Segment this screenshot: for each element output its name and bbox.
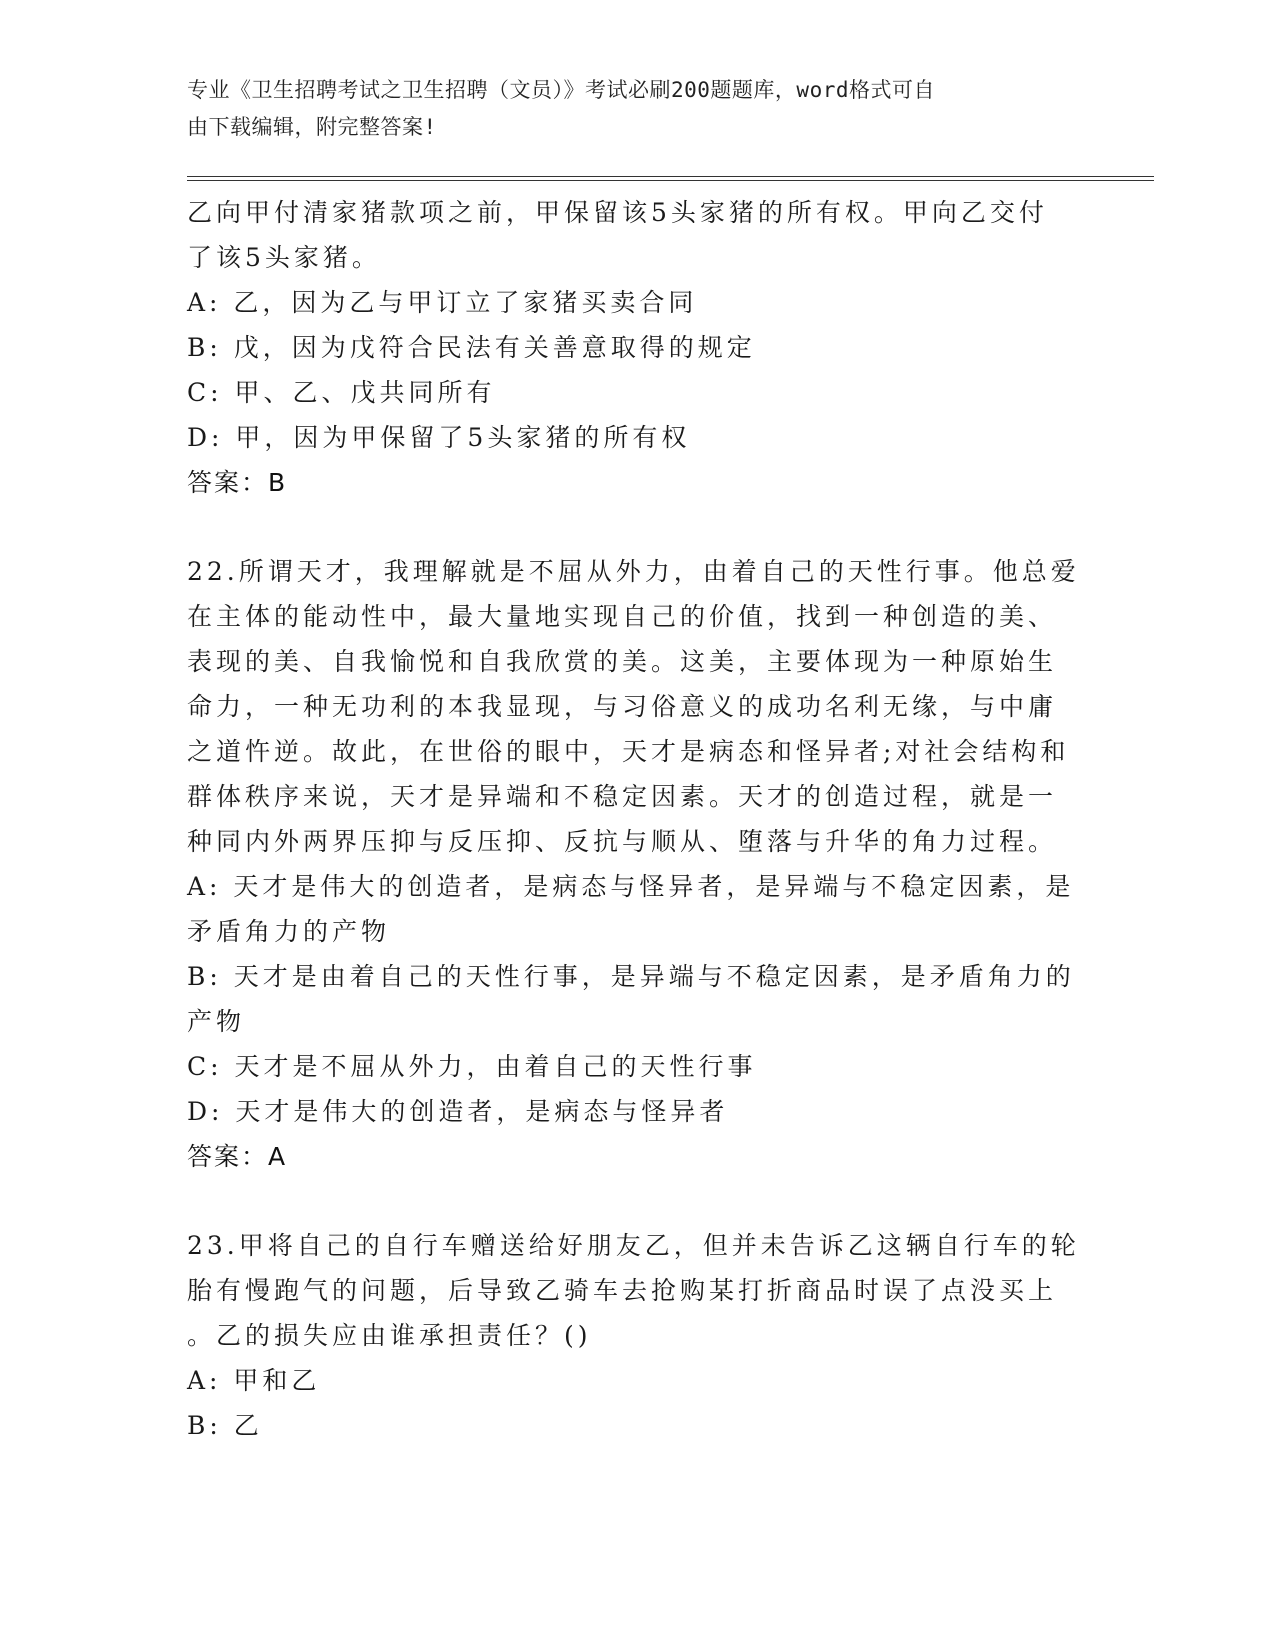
option-a: A: 乙，因为乙与甲订立了家猪买卖合同 (187, 288, 698, 317)
page-header (187, 72, 1087, 146)
option-d: D: 甲，因为甲保留了5头家猪的所有权 (187, 423, 691, 452)
question-stem-line: 命力，一种无功利的本我显现，与习俗意义的成功名利无缘，与中庸 (187, 692, 1058, 721)
answer-label: 答案：A (187, 1142, 288, 1171)
header-divider (187, 176, 1154, 181)
header-line-1: 专业《卫生招聘考试之卫生招聘（文员）》考试必刷200题题库，word格式可自 (187, 78, 935, 102)
header-line-2: 由下载编辑，附完整答案! (187, 115, 437, 139)
question-stem-line: 在主体的能动性中，最大量地实现自己的价值，找到一种创造的美、 (187, 602, 1058, 631)
option-a-continued: 矛盾角力的产物 (187, 917, 391, 946)
option-a: A: 甲和乙 (187, 1366, 321, 1395)
answer-label: 答案：B (187, 468, 288, 497)
document-body (187, 190, 1087, 1448)
option-d: D: 天才是伟大的创造者，是病态与怪异者 (187, 1097, 729, 1126)
question-stem-line: 群体秩序来说，天才是异端和不稳定因素。天才的创造过程，就是一 (187, 782, 1058, 811)
option-b-continued: 产物 (187, 1007, 246, 1036)
option-a: A: 天才是伟大的创造者，是病态与怪异者，是异端与不稳定因素，是 (187, 872, 1075, 901)
question-stem-line: 表现的美、自我愉悦和自我欣赏的美。这美，主要体现为一种原始生 (187, 647, 1058, 676)
option-b: B: 天才是由着自己的天性行事，是异端与不稳定因素，是矛盾角力的 (187, 962, 1075, 991)
question-stem-line: 了该5头家猪。 (187, 243, 381, 272)
question-23 (187, 1223, 1087, 1448)
question-spacer (187, 1179, 1087, 1223)
question-stem-line: 乙向甲付清家猪款项之前，甲保留该5头家猪的所有权。甲向乙交付 (187, 198, 1048, 227)
question-21 (187, 190, 1087, 505)
option-b: B: 戊，因为戊符合民法有关善意取得的规定 (187, 333, 756, 362)
option-b: B: 乙 (187, 1411, 263, 1440)
question-stem-line: 之道忤逆。故此，在世俗的眼中，天才是病态和怪异者;对社会结构和 (187, 737, 1070, 766)
question-stem-line: 种同内外两界压抑与反压抑、反抗与顺从、堕落与升华的角力过程。 (187, 827, 1058, 856)
question-stem-line: 。乙的损失应由谁承担责任？() (187, 1321, 592, 1350)
question-stem-line: 22.所谓天才，我理解就是不屈从外力，由着自己的天性行事。他总爱 (187, 557, 1080, 586)
question-22 (187, 549, 1087, 1179)
question-spacer (187, 505, 1087, 549)
question-stem-line: 23.甲将自己的自行车赠送给好朋友乙，但并未告诉乙这辆自行车的轮 (187, 1231, 1080, 1260)
option-c: C: 天才是不屈从外力，由着自己的天性行事 (187, 1052, 757, 1081)
question-stem-line: 胎有慢跑气的问题，后导致乙骑车去抢购某打折商品时误了点没买上 (187, 1276, 1058, 1305)
option-c: C: 甲、乙、戊共同所有 (187, 378, 496, 407)
